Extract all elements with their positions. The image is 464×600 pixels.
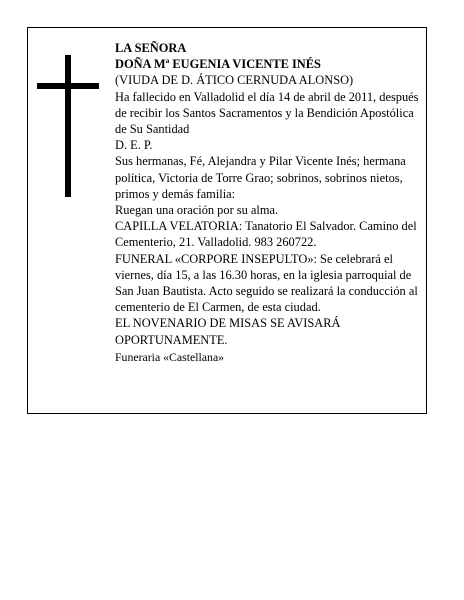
rip-text: D. E. P. [115,138,153,153]
deceased-name: DOÑA Mª EUGENIA VICENTE INÉS [115,57,321,72]
cross-vertical-bar [65,55,71,197]
novena-info: EL NOVENARIO DE MISAS SE AVISARÁ OPORTUNAMENTE. [115,316,341,347]
cross-icon [37,55,99,197]
notice-text [115,40,423,365]
funeral-info: FUNERAL «CORPORE INSEPULTO»: Se celebrará el viernes, día 15, a las 16.30 horas, en la iglesia parroquial de San Juan Bautista. Acto seguido se realizará la conducción al cementerio de El Carmen, de esta ciudad. [115,251,418,315]
widow-of: (VIUDA DE D. ÁTICO CERNUDA ALONSO) [115,73,354,88]
funeral-home: Funeraria «Castellana» [115,349,225,364]
obituary-notice [27,27,427,414]
cross-horizontal-bar [37,83,99,89]
family-list: Sus hermanas, Fé, Alejandra y Pilar Vicente Inés; hermana política, Victoria de Torre Grao; sobrinos, sobrinos nietos, primos y demás familia: [115,154,406,201]
wake-info: CAPILLA VELATORIA: Tanatorio El Salvador. Camino del Cementerio, 21. Valladolid. 983 260722. [115,219,417,250]
notice-title: LA SEÑORA [115,41,187,55]
death-announcement: Ha fallecido en Valladolid el día 14 de abril de 2011, después de recibir los Santos Sacramentos y la Bendición Apostólica de Su Santidad [115,89,419,137]
prayer-request: Ruegan una oración por su alma. [115,203,279,218]
